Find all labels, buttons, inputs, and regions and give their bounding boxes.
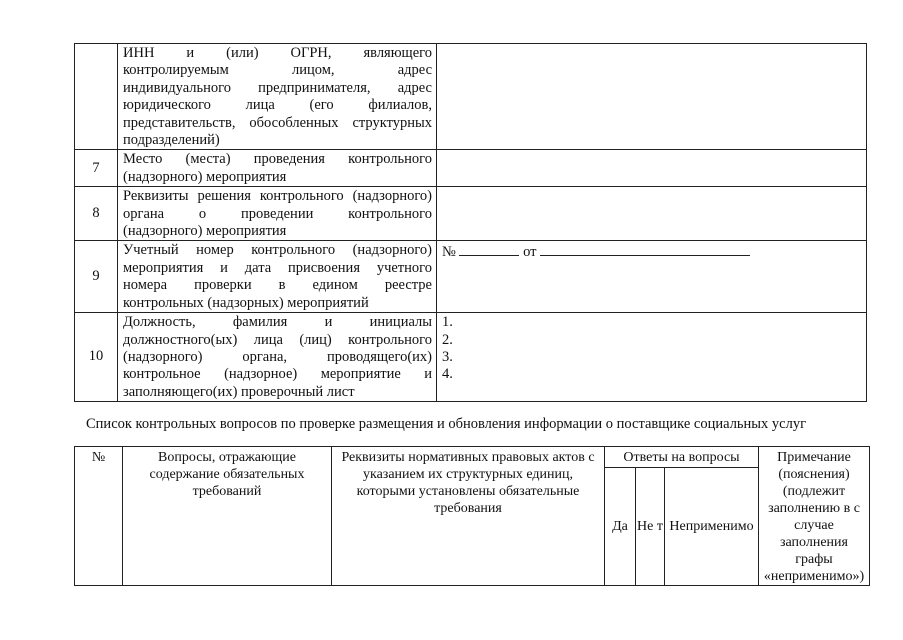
row-value[interactable] [437,150,867,187]
registry-number-field[interactable] [437,241,867,313]
row-label: Учетный номер контрольного (надзорного) мероприятия и дата присвоения учетного номера проверки в едином реестре контрольных (надзорных) мероприятий [118,241,437,313]
header-row [75,447,870,468]
table-row [75,150,867,187]
header-questions: Вопросы, отражающие содержание обязательных требований [123,447,332,586]
checklist-title: Список контрольных вопросов по проверке размещения и обновления информации о поставщике социальных услуг [86,416,807,432]
list-item: 3. [442,348,453,365]
checklist-questions-table [74,446,870,586]
inspectors-list[interactable] [437,313,867,402]
list-item: 4. [442,366,453,383]
number-sign: № [442,244,456,261]
registry-number-blank[interactable] [459,242,519,256]
row-label: Реквизиты решения контрольного (надзорного) органа о проведении контрольного (надзорного) мероприятия [118,187,437,241]
table-row [75,187,867,241]
inspection-info-table [74,43,867,402]
row-number: 9 [75,241,118,313]
row-number: 8 [75,187,118,241]
table-row [75,241,867,313]
date-prefix: от [523,244,537,261]
header-answers: Ответы на вопросы [605,447,759,468]
row-label: Место (места) проведения контрольного (надзорного) мероприятия [118,150,437,187]
list-item: 2. [442,331,453,348]
header-answer-no: Не т [636,467,665,585]
row-value[interactable] [437,187,867,241]
list-item: 1. [442,314,453,331]
header-answer-not-applicable: Неприменимо [665,467,759,585]
row-number [75,44,118,150]
table-row [75,44,867,150]
row-label: ИНН и (или) ОГРН, являющего контролируемым лицом, адрес индивидуального предпринимателя, адрес юридического лица (его филиалов, представительств, обособленных структурных подразделений) [118,44,437,150]
table-row [75,313,867,402]
row-value[interactable] [437,44,867,150]
row-label: Должность, фамилия и инициалы должностного(ых) лица (лиц) контрольного (надзорного) органа, проводящего(их) контрольное (надзорное) мероприятие и заполняющего(их) проверочный лист [118,313,437,402]
registry-date-blank[interactable] [540,242,750,256]
header-note: Примечание (пояснения) (подлежит заполнению в с случае заполнения графы «неприменимо») [759,447,870,586]
header-answer-yes: Да [605,467,636,585]
row-number: 10 [75,313,118,402]
header-number: № [75,447,123,586]
row-number: 7 [75,150,118,187]
header-requisites: Реквизиты нормативных правовых актов с указанием их структурных единиц, которыми установлены обязательные требования [332,447,605,586]
